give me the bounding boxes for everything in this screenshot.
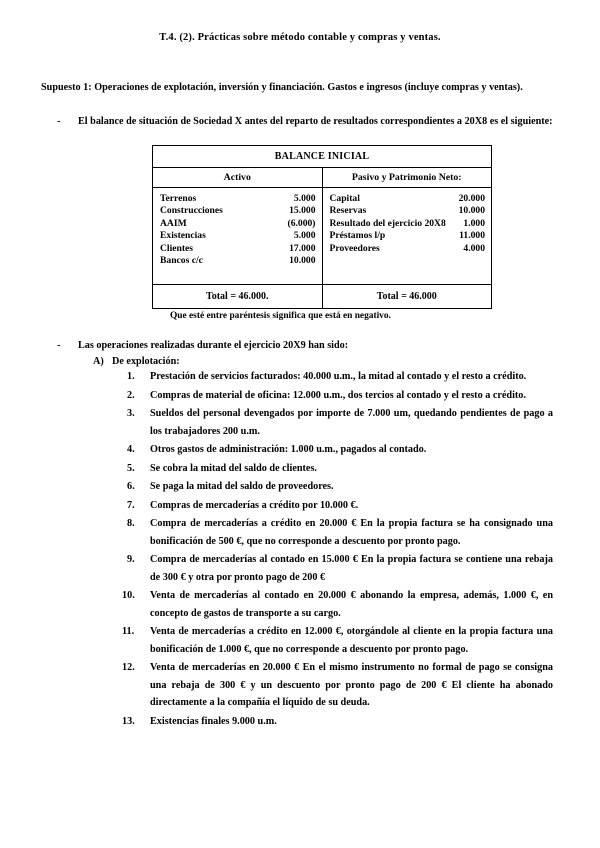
item-text: Compras de mercaderías a crédito por 10.000 €. [150, 499, 359, 511]
account-name: AAIM [160, 217, 187, 229]
item-text: Venta de mercaderías en 20.000 € En el mismo instrumento no formal de pago se consigna una rebaja de 300 € y un descuento por pronto pago de 200 € El cliente ha abonado directamente a la compañía el líquido de su deuda. [150, 662, 553, 708]
list-item [330, 243, 486, 256]
table-row-totals [153, 284, 492, 308]
list-item [0, 587, 553, 622]
column-header-pasivo: Pasivo y Patrimonio Neto: [322, 167, 492, 187]
dash-bullet-icon: - [57, 339, 61, 351]
account-value: 20.000 [458, 192, 485, 204]
account-value: 10.000 [289, 255, 316, 267]
group-heading-explotacion [0, 356, 600, 367]
item-text: Compras de material de oficina: 12.000 u.m., dos tercios al contado y el resto a crédito. [150, 389, 526, 401]
list-item [330, 218, 486, 231]
item-number: 5. [127, 462, 135, 474]
list-item [0, 368, 553, 386]
item-number: 3. [127, 408, 135, 419]
balance-table-title: BALANCE INICIAL [153, 145, 492, 167]
account-name: Proveedores [329, 242, 380, 254]
item-number: 9. [127, 554, 135, 565]
item-text: Compra de mercaderías al contado en 15.000 € En la propia factura se contiene una rebaja de 300 € y otra por pronto pago de 200 € [150, 554, 553, 583]
item-text: Compra de mercaderías a crédito en 20.000 € En la propia factura se ha consignado una bonificación de 500 €, que no corresponde a descuento por pronto pago. [150, 518, 553, 547]
list-item [0, 515, 553, 550]
item-number: 2. [127, 389, 135, 401]
list-item [160, 243, 316, 256]
list-item [0, 497, 553, 515]
intro-paragraph: Supuesto 1: Operaciones de explotación, inversión y financiación. Gastos e ingresos (incluye compras y ventas). [41, 82, 523, 93]
list-item [330, 193, 486, 206]
table-row-headers [153, 167, 492, 187]
table-row-title [153, 145, 492, 167]
balance-table-container [0, 145, 600, 309]
account-value: 15.000 [289, 205, 316, 217]
dash-bullet-icon: - [57, 116, 61, 127]
item-text: Venta de mercaderías a crédito en 12.000 €, otorgándole al cliente en la propia factura una bonificación de 1.000 €, que no corresponde a descuento por pronto pago. [150, 626, 553, 655]
item-text: Sueldos del personal devengados por importe de 7.000 um, quedando pendientes de pago a los trabajadores 200 u.m. [150, 408, 553, 437]
list-item [0, 478, 553, 496]
table-footnote: Que esté entre paréntesis significa que está en negativo. [170, 310, 391, 321]
page-title: T.4. (2). Prácticas sobre método contable y compras y ventas. [159, 32, 441, 43]
item-text: Venta de mercaderías al contado en 20.000 € abonando la empresa, además, 1.000 €, en concepto de gastos de transporte a su cargo. [150, 590, 553, 619]
balance-table [152, 145, 492, 309]
operations-intro-text: Las operaciones realizadas durante el ejercicio 20X9 han sido: [78, 339, 349, 351]
list-item [0, 441, 553, 459]
list-item [0, 659, 553, 712]
item-number: 8. [127, 518, 135, 529]
item-text: Se cobra la mitad del saldo de clientes. [150, 462, 317, 474]
list-item [0, 387, 553, 405]
account-name: Clientes [160, 242, 194, 254]
account-name: Construcciones [160, 205, 223, 217]
list-item [0, 551, 553, 586]
item-number: 7. [127, 499, 135, 511]
account-value: (6.000) [287, 217, 316, 229]
list-item [330, 230, 486, 243]
item-text: Se paga la mitad del saldo de proveedores. [150, 481, 334, 492]
group-label: De explotación: [112, 356, 180, 367]
account-value: 10.000 [458, 205, 485, 217]
assets-list [160, 193, 316, 269]
liabilities-list [330, 193, 486, 256]
item-text: Otros gastos de administración: 1.000 u.m., pagados al contado. [150, 444, 427, 455]
list-item [160, 193, 316, 206]
account-name: Bancos c/c [160, 255, 203, 267]
table-row-entries [153, 187, 492, 284]
list-item [160, 218, 316, 231]
account-value: 4.000 [463, 242, 485, 254]
account-value: 5.000 [293, 230, 316, 242]
balance-intro-bullet [0, 113, 600, 131]
item-number: 10. [122, 590, 135, 601]
list-item [160, 230, 316, 243]
list-item [160, 205, 316, 218]
operations-list [0, 368, 600, 730]
account-value: 5.000 [293, 192, 316, 204]
item-number: 1. [127, 371, 135, 382]
account-name: Terrenos [160, 192, 197, 204]
account-name: Préstamos l/p [329, 230, 386, 242]
item-number: 13. [122, 715, 135, 727]
account-name: Reservas [329, 205, 367, 217]
account-value: 1.000 [463, 217, 485, 229]
list-item [330, 205, 486, 218]
account-name: Capital [329, 192, 360, 204]
total-assets: Total = 46.000. [153, 284, 323, 308]
account-name: Resultado del ejercicio 20X8 [329, 217, 446, 229]
item-text: Existencias finales 9.000 u.m. [150, 715, 277, 727]
list-item [0, 405, 553, 440]
column-header-activo: Activo [153, 167, 323, 187]
liabilities-cell [322, 187, 492, 284]
total-liabilities: Total = 46.000 [322, 284, 492, 308]
list-item [0, 623, 553, 658]
account-name: Existencias [160, 230, 206, 242]
item-text: Prestación de servicios facturados: 40.000 u.m., la mitad al contado y el resto a crédito. [150, 371, 527, 382]
item-number: 4. [127, 444, 135, 455]
list-item [0, 713, 553, 731]
list-item [0, 460, 553, 478]
account-value: 17.000 [289, 242, 316, 254]
item-number: 6. [127, 481, 135, 492]
item-number: 12. [122, 662, 135, 673]
balance-intro-text: El balance de situación de Sociedad X antes del reparto de resultados correspondientes a 20X8 es el siguiente: [78, 116, 553, 127]
group-letter-mark: A) [93, 356, 104, 367]
item-number: 11. [122, 626, 135, 637]
account-value: 11.000 [459, 230, 485, 242]
operations-intro-bullet [0, 337, 600, 355]
assets-cell [153, 187, 323, 284]
list-item [160, 255, 316, 268]
